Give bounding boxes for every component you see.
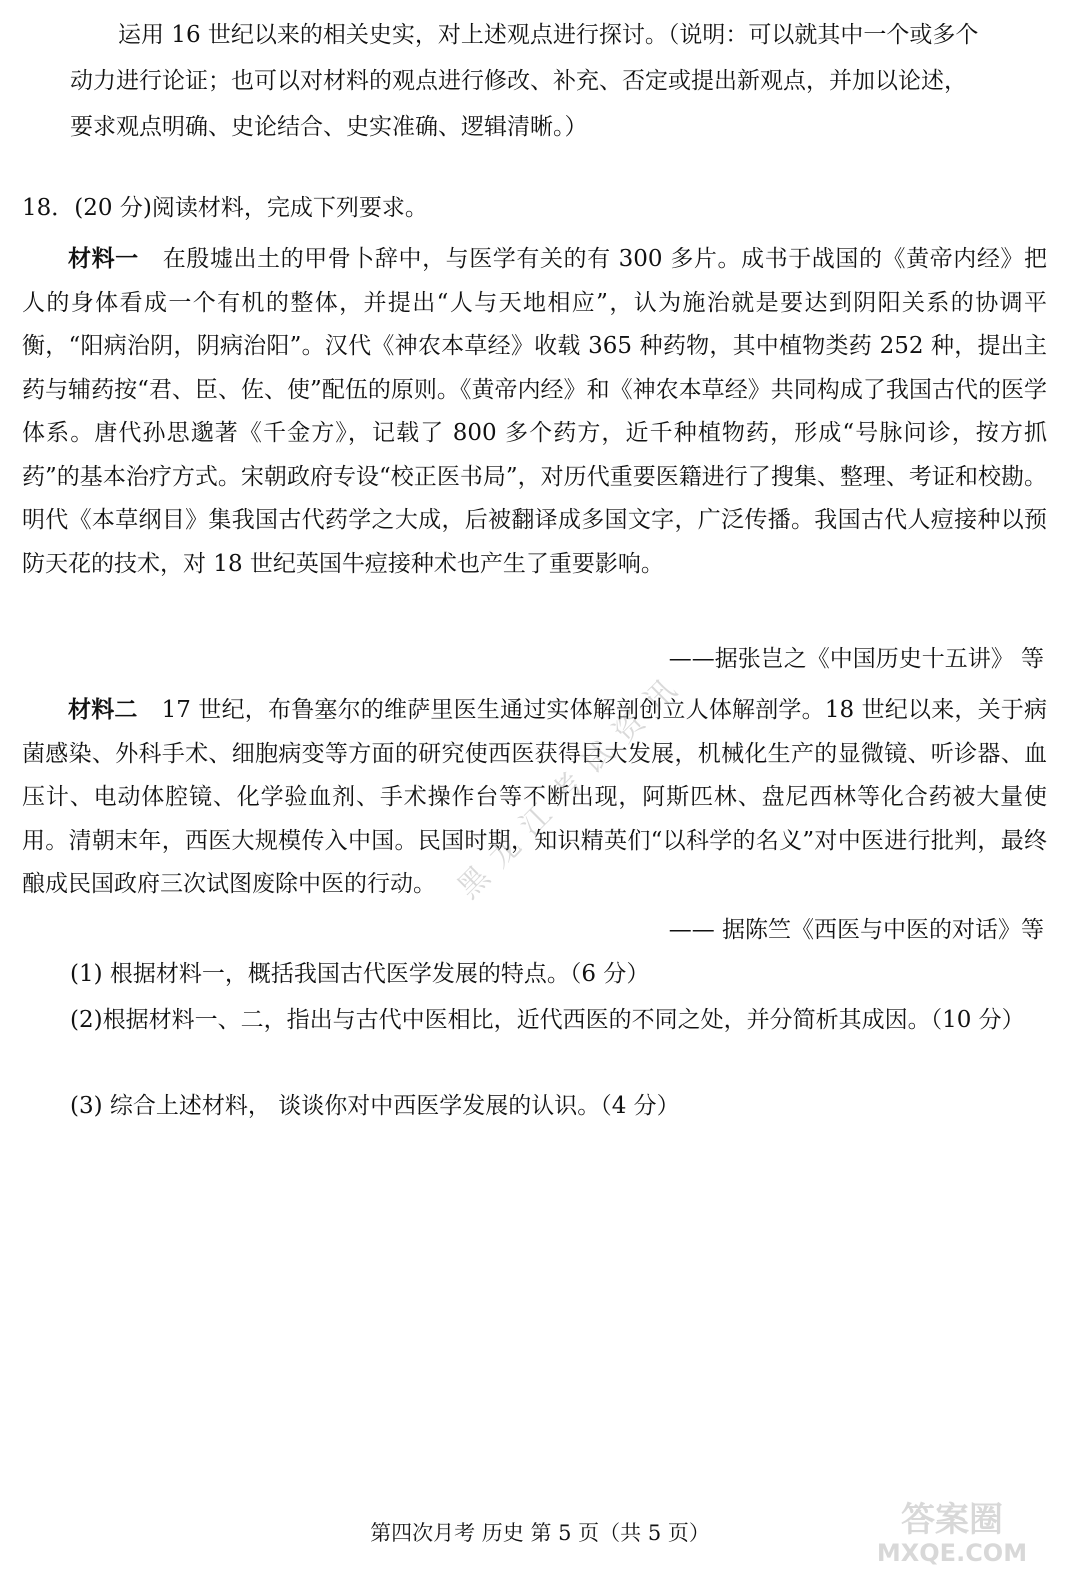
material-1-source: ——据张岂之《中国历史十五讲》 等 bbox=[668, 646, 1044, 672]
continuation-line: 动力进行论证；也可以对材料的观点进行修改、补充、否定或提出新观点，并加以论述， bbox=[70, 68, 967, 94]
question-number: 18． bbox=[22, 195, 75, 221]
continuation-paragraph bbox=[70, 12, 1045, 150]
logo-text: 答案圈 bbox=[901, 1500, 1003, 1540]
sub-question-1: (1) 根据材料一，概括我国古代医学发展的特点。（6 分） bbox=[70, 961, 650, 987]
material-1-label: 材料一 bbox=[68, 245, 139, 272]
material-1 bbox=[22, 237, 1047, 586]
question-header bbox=[22, 186, 1047, 230]
question-points: (20 分) bbox=[74, 195, 152, 221]
material-2-label: 材料二 bbox=[68, 696, 138, 723]
continuation-line: 运用 16 世纪以来的相关史实，对上述观点进行探讨。（说明：可以就其中一个或多个 bbox=[118, 22, 979, 48]
material-2-source: —— 据陈竺《西医与中医的对话》等 bbox=[668, 917, 1044, 943]
question-instruction: 阅读材料，完成下列要求。 bbox=[151, 195, 428, 221]
sub-question-2: (2)根据材料一、二，指出与古代中医相比，近代西医的不同之处，并分简析其成因。（10 分） bbox=[70, 1007, 1025, 1033]
material-2 bbox=[22, 688, 1047, 907]
diagonal-watermark-text: 黑龙江考试资讯 bbox=[450, 663, 694, 906]
material-1-text: 在殷墟出土的甲骨卜辞中，与医学有关的有 300 多片。成书于战国的《黄帝内经》把人的身体看成一个有机的整体，并提出“人与天地相应”，认为施治就是要达到阴阳关系的协调平衡，“阳病治阴，阴病治阳”。汉代《神农本草经》收载 365 种药物，其中植物类药 252 种，提出主药与辅药按“君、臣、佐、使”配伍的原则。《黄帝内经》和《神农本草经》共同构成了我国古代的医学体系。唐代孙思邈著《千金方》，记载了 800 多个药方，近千种植物药，形成“号脉问诊，按方抓药”的基本治疗方式。宋朝政府专设“校正医书局”，对历代重要医籍进行了搜集、整理、考证和校勘。明代《本草纲目》集我国古代药学之大成，后被翻译成多国文字，广泛传播。我国古代人痘接种以预防天花的技术，对 18 世纪英国牛痘接种术也产生了重要影响。 bbox=[22, 246, 1047, 577]
material-2-text: 17 世纪，布鲁塞尔的维萨里医生通过实体解剖创立人体解剖学。18 世纪以来，关于病菌感染、外科手术、细胞病变等方面的研究使西医获得巨大发展，机械化生产的显微镜、听诊器、血压计、电动体腔镜、化学验血剂、手术操作台等不断出现，阿斯匹林、盘尼西林等化合药被大量使用。清朝末年，西医大规模传入中国。民国时期，知识精英们“以科学的名义”对中医进行批判，最终酿成民国政府三次试图废除中医的行动。 bbox=[22, 697, 1048, 897]
page-footer: 第四次月考 历史 第 5 页（共 5 页） bbox=[370, 1521, 710, 1545]
sub-question-3: (3) 综合上述材料， 谈谈你对中西医学发展的认识。（4 分） bbox=[70, 1093, 680, 1119]
continuation-line: 要求观点明确、史论结合、史实准确、逻辑清晰。） bbox=[70, 114, 588, 140]
logo-domain: MXQE.COM bbox=[876, 1539, 1028, 1567]
